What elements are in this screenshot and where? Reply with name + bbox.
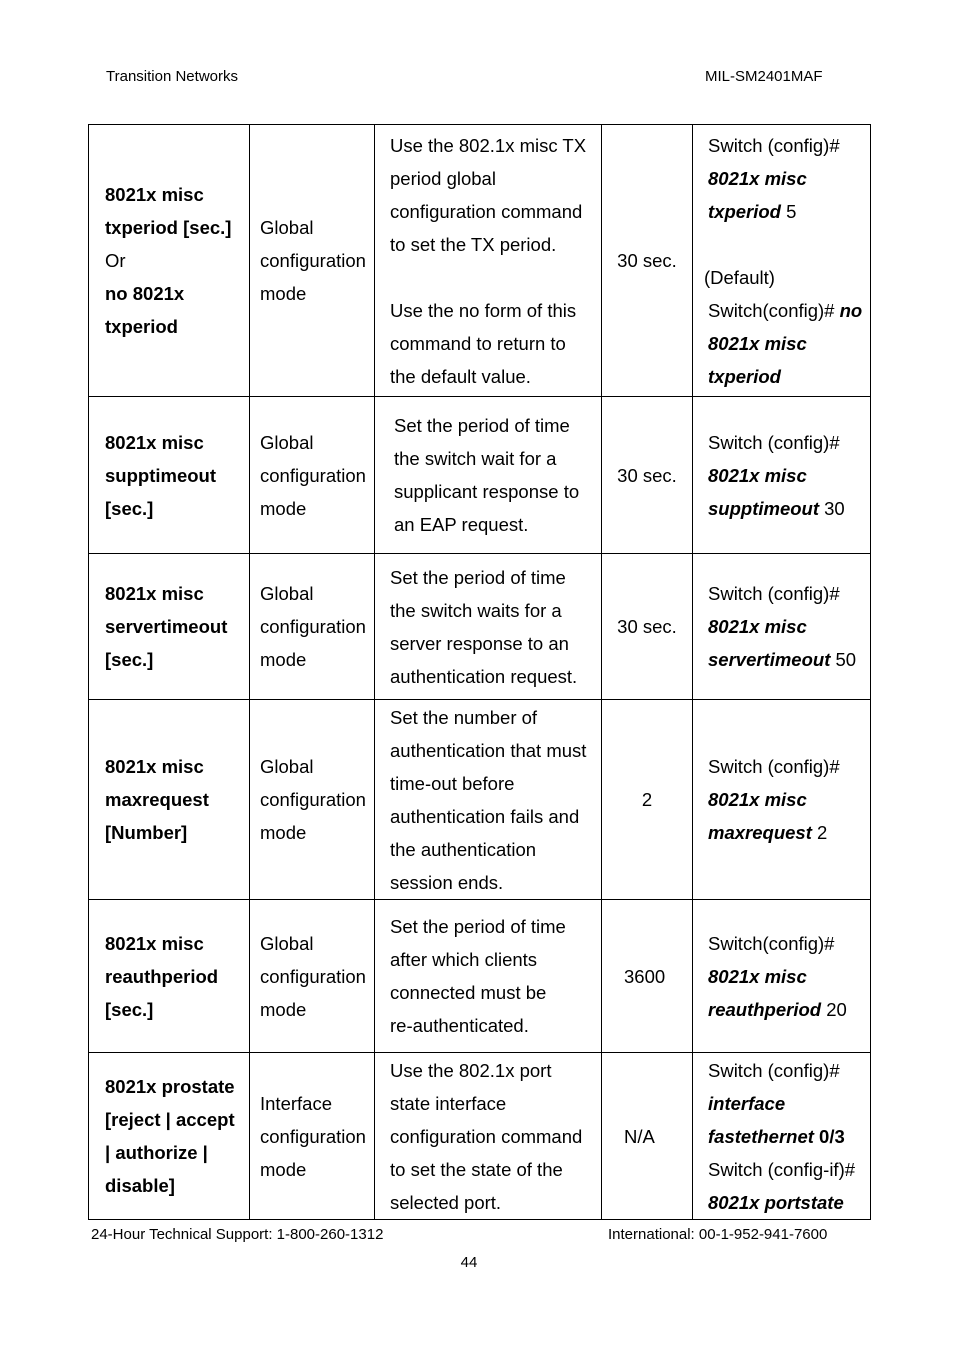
description-gap: [390, 261, 601, 294]
example-command: 8021x misc: [708, 965, 807, 987]
mode-line: configuration: [260, 965, 366, 987]
command-cell: [89, 1053, 250, 1220]
example-note: (Default): [704, 266, 775, 288]
description-line: authentication that must: [390, 739, 587, 761]
example-command: interface: [708, 1092, 786, 1114]
description-line: the switch waits for a: [390, 599, 562, 621]
description-line: the switch wait for a: [394, 448, 557, 469]
description-line: authentication fails and: [390, 805, 580, 827]
example-command: txperiod: [708, 200, 781, 222]
example-gap: [708, 228, 870, 261]
example-command: 8021x portstate: [708, 1191, 844, 1213]
example-cell: [693, 1053, 871, 1220]
description-line: period global: [390, 167, 496, 189]
default-cell: 30 sec.: [602, 554, 693, 700]
command-line: [sec.]: [105, 497, 154, 519]
description-line: to set the TX period.: [390, 233, 557, 255]
command-line: maxrequest: [105, 789, 209, 810]
description-line: supplicant response to: [394, 481, 580, 502]
description-line: to set the state of the: [390, 1158, 563, 1180]
default-cell: 30 sec.: [602, 397, 693, 554]
example-cell: [693, 554, 871, 700]
mode-line: mode: [260, 497, 307, 519]
command-line: 8021x misc: [105, 184, 204, 205]
command-line: txperiod [sec.]: [105, 217, 232, 238]
command-line: txperiod: [105, 316, 178, 337]
description-line: Set the period of time: [390, 916, 566, 937]
description-line: time-out before: [390, 772, 515, 794]
mode-cell: [250, 700, 375, 900]
command-line: servertimeout: [105, 616, 228, 637]
command-cell: [89, 554, 250, 700]
description-line: selected port.: [390, 1191, 502, 1213]
example-value: 20: [821, 998, 847, 1020]
example-prompt: Switch (config)#: [708, 134, 840, 156]
example-prompt: Switch (config)#: [708, 431, 840, 453]
mode-line: configuration: [260, 1125, 366, 1147]
description-line: Use the 802.1x port: [390, 1059, 552, 1081]
example-prompt: Switch(config)#: [708, 299, 840, 321]
command-cell: [89, 900, 250, 1053]
example-value: 5: [780, 200, 797, 222]
description-line: after which clients: [390, 949, 538, 970]
description-line: state interface: [390, 1092, 507, 1114]
example-cell: [693, 700, 871, 900]
table-row: [89, 1053, 871, 1220]
mode-line: configuration: [260, 250, 366, 271]
example-prompt: Switch (config)#: [708, 583, 840, 604]
example-command: 8021x misc: [708, 616, 807, 637]
mode-line: Global: [260, 932, 314, 954]
description-line: configuration command: [390, 1125, 583, 1147]
example-command: reauthperiod: [708, 998, 822, 1020]
example-prompt: Switch (config)#: [708, 1059, 840, 1081]
mode-line: Global: [260, 756, 314, 777]
default-cell: 2: [602, 700, 693, 900]
example-command: 8021x misc: [708, 789, 807, 810]
example-command: 8021x misc: [708, 167, 807, 189]
example-prompt: Switch (config-if)#: [708, 1158, 856, 1180]
description-line: server response to an: [390, 632, 569, 654]
command-line: 8021x misc: [105, 583, 204, 604]
mode-line: mode: [260, 649, 307, 670]
table-row: [89, 700, 871, 900]
mode-line: mode: [260, 998, 307, 1020]
mode-line: Global: [260, 583, 314, 604]
description-line: Set the number of: [390, 706, 538, 728]
description-line: authentication request.: [390, 665, 578, 687]
table-row: [89, 554, 871, 700]
example-command: maxrequest: [708, 822, 812, 843]
command-table: [88, 124, 871, 1220]
description-cell: [375, 1053, 602, 1220]
example-command: 8021x misc: [708, 464, 807, 486]
mode-line: configuration: [260, 464, 366, 486]
description-line: Set the period of time: [390, 566, 566, 588]
mode-line: Global: [260, 217, 314, 238]
command-line: supptimeout: [105, 464, 216, 486]
example-prompt: Switch (config)#: [708, 756, 840, 777]
example-value: 2: [811, 822, 828, 843]
description-line: Use the no form of this: [390, 299, 577, 321]
example-cell: [693, 397, 871, 554]
command-line: reauthperiod: [105, 965, 219, 987]
mode-cell: [250, 554, 375, 700]
description-line: Set the period of time: [394, 415, 570, 436]
table-row: [89, 397, 871, 554]
default-cell: 3600: [602, 900, 693, 1053]
mode-line: configuration: [260, 789, 366, 810]
default-cell: 30 sec.: [602, 125, 693, 397]
mode-cell: [250, 397, 375, 554]
example-command: 8021x misc: [708, 332, 807, 354]
example-command: fastethernet: [708, 1125, 814, 1147]
example-value: 50: [830, 649, 857, 670]
table-row: [89, 125, 871, 397]
mode-cell: [250, 1053, 375, 1220]
description-line: an EAP request.: [394, 514, 529, 535]
command-line: | authorize |: [105, 1142, 208, 1163]
description-line: Use the 802.1x misc TX: [390, 134, 587, 156]
command-line: 8021x misc: [105, 756, 204, 777]
command-line: disable]: [105, 1175, 175, 1196]
command-line: no 8021x: [105, 283, 185, 304]
command-line: 8021x misc: [105, 932, 204, 954]
mode-line: mode: [260, 283, 307, 304]
description-line: configuration command: [390, 200, 583, 222]
command-line: [sec.]: [105, 649, 154, 670]
command-line: [Number]: [105, 822, 188, 843]
description-line: session ends.: [390, 871, 504, 893]
mode-line: Global: [260, 431, 314, 453]
header-model: MIL-SM2401MAF: [705, 68, 823, 85]
header-company: Transition Networks: [106, 68, 238, 85]
description-line: command to return to: [390, 332, 566, 354]
description-cell: [375, 125, 602, 397]
footer-support: 24-Hour Technical Support: 1-800-260-1312: [91, 1226, 384, 1243]
mode-cell: [250, 125, 375, 397]
example-value: 30: [819, 497, 845, 519]
example-cell: [693, 900, 871, 1053]
default-cell: N/A: [602, 1053, 693, 1220]
mode-line: mode: [260, 822, 307, 843]
description-line: the authentication: [390, 838, 537, 860]
mode-line: configuration: [260, 616, 366, 637]
description-line: connected must be: [390, 982, 547, 1003]
mode-line: Interface: [260, 1092, 332, 1114]
example-command: txperiod: [708, 365, 781, 387]
example-command: servertimeout: [708, 649, 831, 670]
command-cell: [89, 125, 250, 397]
example-command: supptimeout: [708, 497, 819, 519]
command-line: 8021x misc: [105, 431, 204, 453]
example-cell: [693, 125, 871, 397]
mode-line: mode: [260, 1158, 307, 1180]
command-line: [reject | accept: [105, 1109, 235, 1130]
command-line: 8021x prostate: [105, 1076, 235, 1097]
command-or: Or: [105, 250, 126, 271]
example-prompt: Switch(config)#: [708, 932, 835, 954]
description-cell: [375, 700, 602, 900]
description-cell: [375, 900, 602, 1053]
description-cell: [375, 397, 602, 554]
footer-international: International: 00-1-952-941-7600: [608, 1226, 828, 1243]
mode-cell: [250, 900, 375, 1053]
example-command: no: [839, 299, 863, 321]
table-row: [89, 900, 871, 1053]
description-line: re-authenticated.: [390, 1015, 529, 1036]
description-cell: [375, 554, 602, 700]
description-line: the default value.: [390, 365, 531, 387]
command-cell: [89, 397, 250, 554]
command-line: [sec.]: [105, 998, 154, 1020]
command-cell: [89, 700, 250, 900]
example-port: 0/3: [813, 1125, 845, 1147]
page-number: 44: [460, 1254, 478, 1271]
